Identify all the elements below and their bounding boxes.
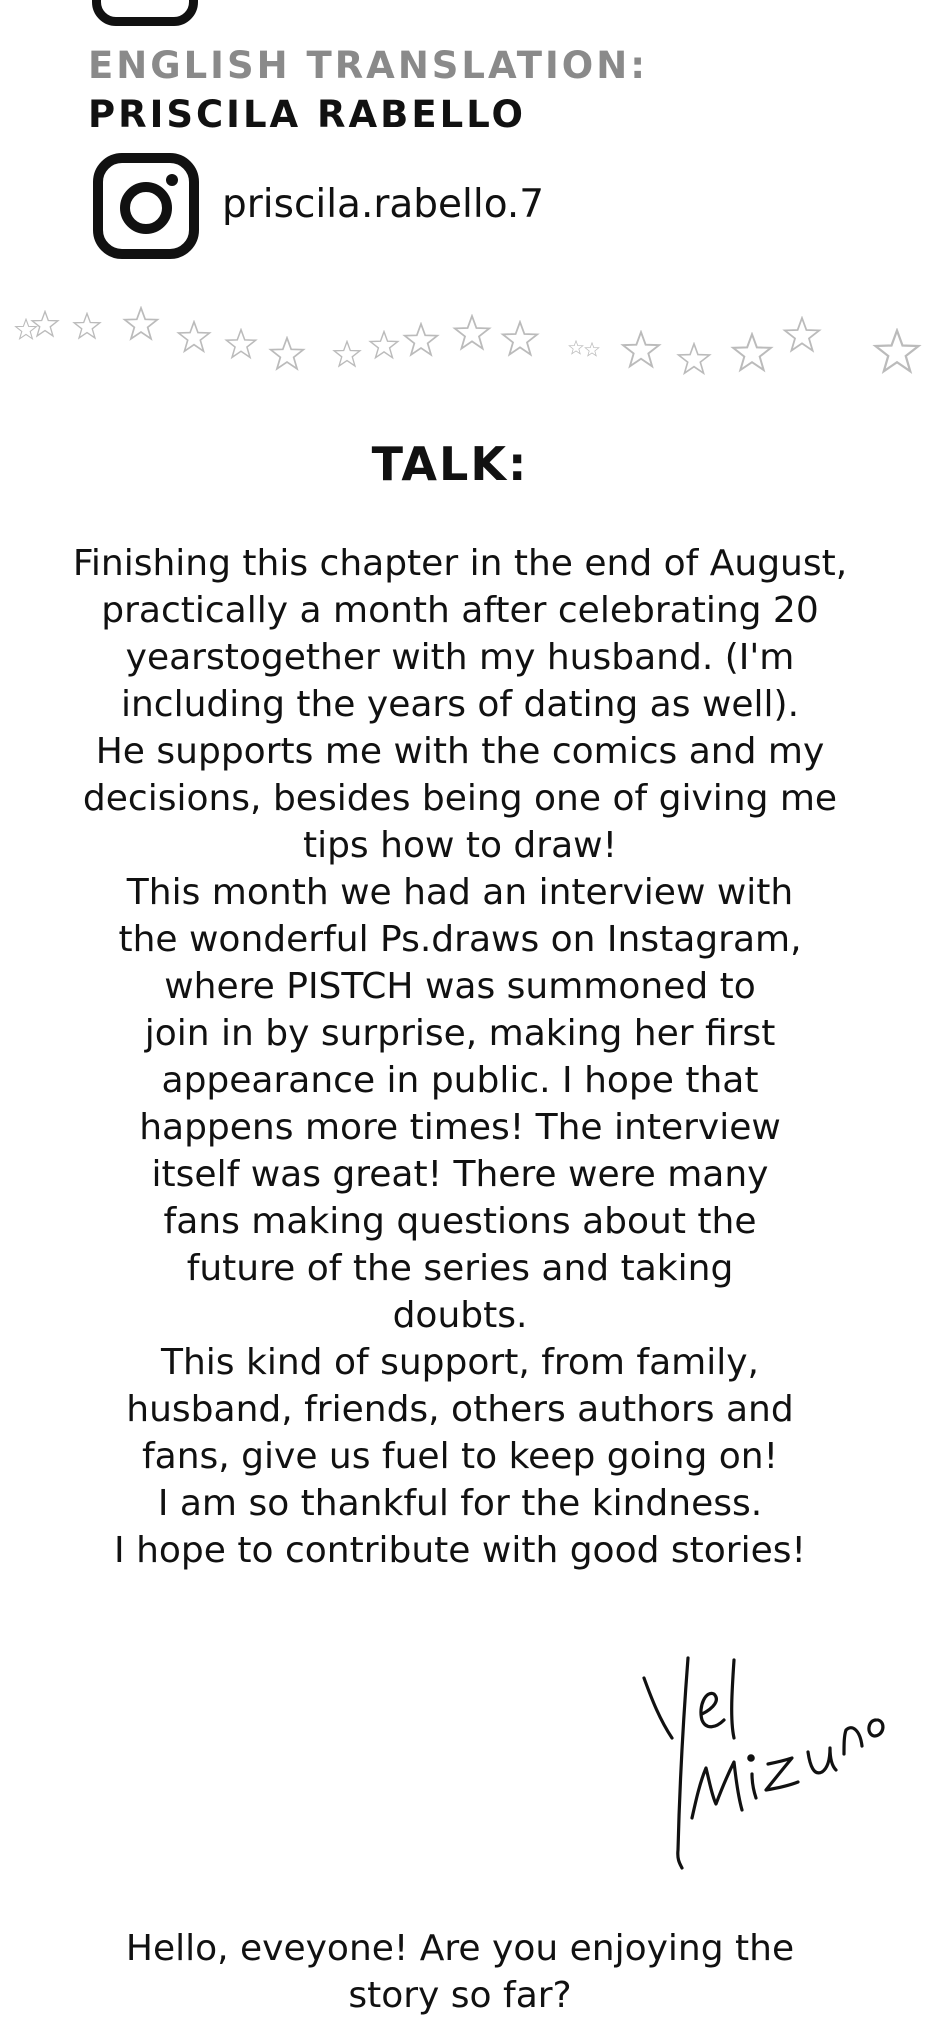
talk-line: Finishing this chapter in the end of August, xyxy=(72,543,848,584)
talk-line: yearstogether with my husband. (I'm xyxy=(125,637,795,678)
star-divider xyxy=(0,300,940,390)
closing-message xyxy=(0,1925,920,2019)
talk-line: the wonderful Ps.draws on Instagram, xyxy=(118,919,802,960)
translation-credit-label: ENGLISH TRANSLATION: xyxy=(88,44,648,87)
talk-line: I am so thankful for the kindness. xyxy=(157,1483,763,1524)
instagram-handle: priscila.rabello.7 xyxy=(222,182,545,227)
author-signature xyxy=(630,1650,890,1880)
talk-line: This month we had an interview with xyxy=(126,872,794,913)
instagram-icon xyxy=(92,152,200,260)
translator-name: PRISCILA RABELLO xyxy=(88,93,526,136)
closing-line: story so far? xyxy=(348,1975,572,2016)
talk-line: join in by surprise, making her first xyxy=(144,1013,776,1054)
talk-line: decisions, besides being one of giving me xyxy=(82,778,838,819)
talk-line: He supports me with the comics and my xyxy=(95,731,825,772)
talk-line: practically a month after celebrating 20 xyxy=(101,590,819,631)
talk-line: where PISTCH was summoned to xyxy=(164,966,756,1007)
talk-line: I hope to contribute with good stories! xyxy=(114,1530,806,1571)
closing-line: Hello, eveyone! Are you enjoying the xyxy=(125,1928,795,1969)
talk-line: tips how to draw! xyxy=(302,825,618,866)
instagram-icon-partial xyxy=(92,0,198,26)
talk-line: happens more times! The interview xyxy=(139,1107,781,1148)
talk-heading: TALK: xyxy=(371,437,529,491)
talk-line: including the years of dating as well). xyxy=(120,684,800,725)
talk-line: future of the series and taking xyxy=(186,1248,734,1289)
talk-line: itself was great! There were many xyxy=(151,1154,769,1195)
talk-line: husband, friends, others authors and xyxy=(126,1389,794,1430)
talk-line: This kind of support, from family, xyxy=(161,1342,759,1383)
talk-line: fans making questions about the xyxy=(163,1201,757,1242)
talk-paragraph xyxy=(0,540,920,1574)
talk-line: fans, give us fuel to keep going on! xyxy=(141,1436,779,1477)
talk-line: doubts. xyxy=(392,1295,528,1336)
talk-line: appearance in public. I hope that xyxy=(161,1060,759,1101)
